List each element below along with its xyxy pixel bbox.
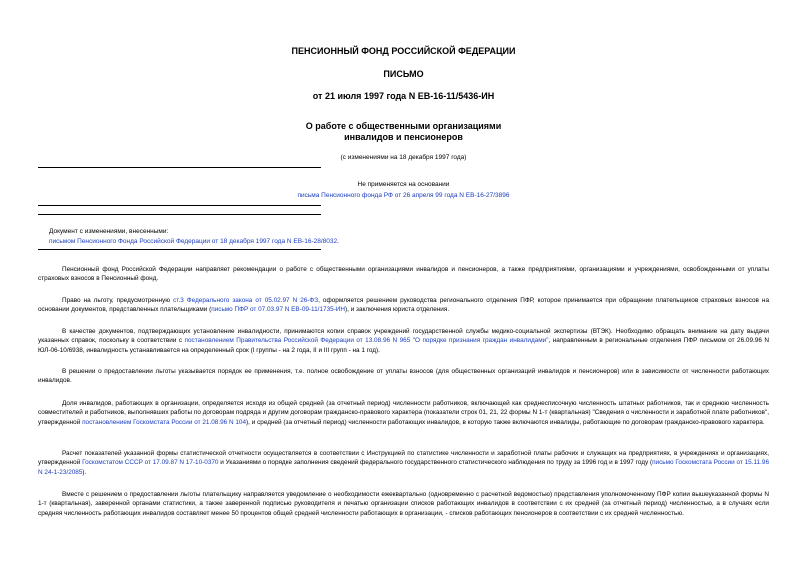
law-link[interactable]: ст.3 Федерального закона от 05.02.97 N 26-ФЗ (173, 297, 319, 304)
paragraph-3 (38, 327, 769, 355)
text: и Указаниями о порядке заполнения сведений федерального государственного статистического наблюдения по труду за 1996 год и в 1997 году ( (218, 459, 653, 467)
paragraph-6 (38, 449, 769, 477)
goskomstat-link[interactable]: постановлением Госкомстата России от 21.08.96 N 104 (82, 418, 247, 426)
doc-date-number: от 21 июля 1997 года N ЕВ-16-11/5436-ИН (312, 91, 495, 101)
changes-note: (с изменениями на 18 декабря 1997 года) (340, 154, 467, 161)
paragraph-5 (38, 399, 769, 427)
doc-title-line1: О работе с общественными организациями (305, 121, 502, 131)
letter-link[interactable]: письмо ПФР от 07.03.97 N ЕВ-09-11/1735-ИН (211, 306, 346, 314)
text: ), и средней (за отчетный период) численности работающих инвалидов, в которую также включаются инвалиды, работающие по договорам гражданско-правового характера. (246, 418, 765, 426)
text: В качестве документов, подтверждающих установление инвалидности, принимаются копии справок учреждений государственной службы медико-социальной экспертизы (ВТЭК). Необходимо обращать внимание на дату выдачи указанных справок, поскольку в соответствии с (38, 328, 769, 345)
divider (38, 214, 321, 215)
amendments-line (49, 237, 339, 247)
doc-type: ПИСЬМО (383, 69, 424, 79)
amendments-label: Документ с изменениями, внесенными: (49, 228, 169, 235)
status-label: Не применяется на основании (357, 181, 450, 188)
text: ), и заключения юриста отделения. (345, 306, 450, 314)
gosk-ussr-link[interactable]: Госкомстатом СССР от 17.09.87 N 17-10-0370 (82, 459, 219, 467)
paragraph-4: В решении о предоставлении льготы указывается порядок ее применения, т.е. полное освобождение от уплаты взносов (для общественных организаций инвалидов и пенсионеров) или в зависимости от численности работающих инвалидов. (38, 368, 769, 385)
amendments-link[interactable]: письмом Пенсионного Фонда Российской Федерации от 18 декабря 1997 года N ЕВ-16-28/8032 (49, 238, 338, 245)
divider (38, 205, 321, 206)
paragraph-1: Пенсионный фонд Российской Федерации направляет рекомендации о работе с общественными организациями инвалидов и пенсионеров, а также предприятиями, организациями и учреждениями, освобожденными от уплаты страховых взносов в Пенсионный фонд. (38, 266, 769, 283)
amendments-end: . (337, 238, 339, 245)
text: Право на льготу, предусмотренную (62, 297, 174, 304)
org-name: ПЕНСИОННЫЙ ФОНД РОССИЙСКОЙ ФЕДЕРАЦИИ (291, 46, 516, 56)
gosk-letter-link[interactable]: письмо Госкомстата России от 15.11.96 N 24-1-23/2085 (38, 459, 769, 476)
divider (38, 249, 321, 250)
text: , оформляется решением руководства регионального отделения ПФР, которое принимается при обращении плательщиков страховых взносов на основании документов, представленных плательщиками ( (38, 297, 769, 314)
text: Расчет показателей указанной формы статистической отчетности осуществляется в соответствии с Инструкцией по статистике численности и заработной платы рабочих и служащих на предприятиях, в учреждениях и организациях, утвержденной (38, 450, 769, 467)
text: ). (82, 468, 87, 476)
divider (38, 167, 321, 168)
text: Доля инвалидов, работающих в организации, определяется исходя из общей средней (за отчетный период) численности работников, включающей как среднесписочную численность штатных работников, так и среднюю численность совместителей и работников, выполнявших работы по договорам подряда и другим договорам гражданско-правового характера (показатели строк 01, 21, 22 формы N 1-т (квартальная) "Сведения о численности и заработной плате работников", утвержденной (38, 400, 769, 426)
paragraph-2 (38, 296, 769, 315)
status-link[interactable]: письма Пенсионного фонда РФ от 26 апреля 99 года N ЕВ-16-27/3896 (297, 192, 510, 199)
decree-link[interactable]: постановлением Правительства Российской Федерации от 13.08.96 N 965 "О порядке признания граждан инвалидами" (184, 337, 549, 345)
doc-title-line2: инвалидов и пенсионеров (344, 132, 463, 142)
text: , направленным в региональные отделения ПФР письмом от 26.09.96 N ЮЛ-06-10/6938, инвалидность устанавливается на определенный срок (I группы - на 2 года, II и III групп - на 1 год). (38, 337, 769, 354)
paragraph-7: Вместе с решением о предоставлении льготы плательщику направляется уведомление о необходимости ежеквартально (одновременно с расчетной ведомостью) представления уполномоченному ПФР копии вышеуказанной формы N 1-т (квартальная), заверенной органами статистики, а также заверенной подписью руководителя и печатью организации списков работающих инвалидов в соответствии с их средней (за отчетный период) численностью, а в случаях если средняя численность работающих инвалидов составляет менее 50 процентов общей средней численности работающих в организации, - списков работающих пенсионеров в соответствии с их средней численностью. (38, 491, 769, 517)
